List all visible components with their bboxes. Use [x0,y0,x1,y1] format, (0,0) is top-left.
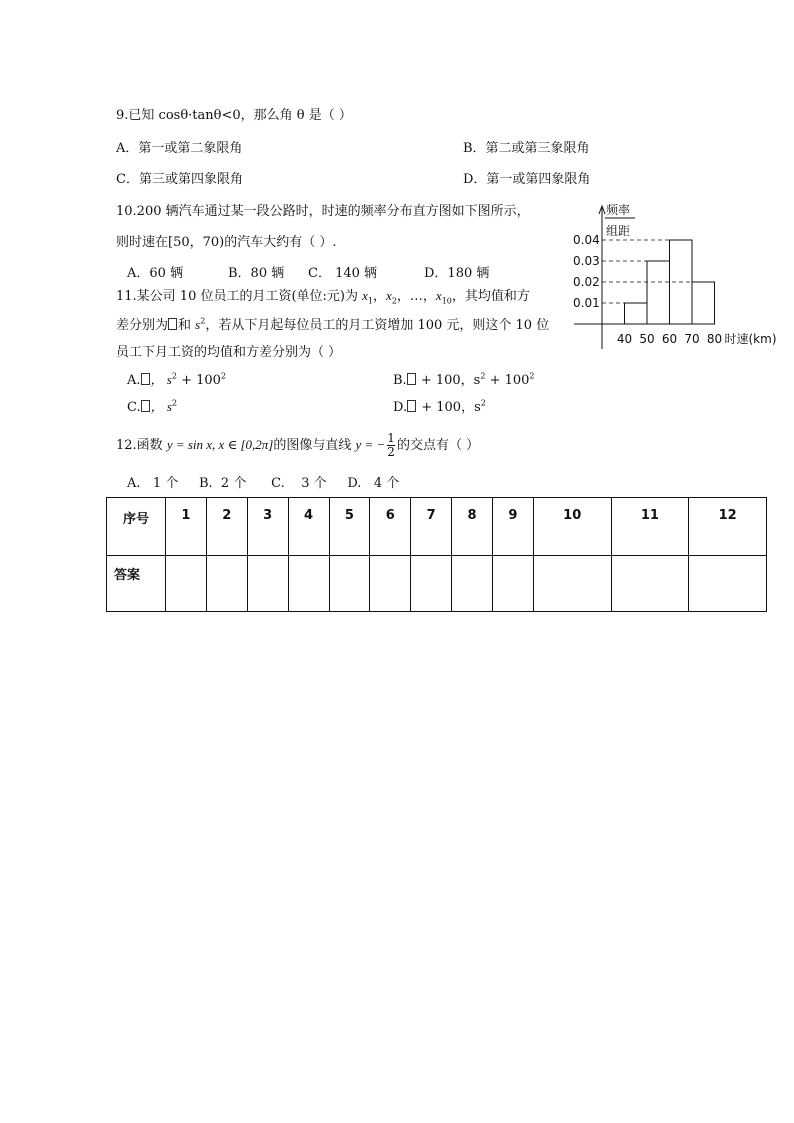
q11-d-label: D. [393,400,408,415]
answer-cell-7[interactable] [411,556,452,612]
table-row-numbers [107,498,767,556]
y-tick-label: 0.03 [573,254,600,268]
table-number-cell: 12 [689,498,767,556]
x-tick-label: 80 [706,332,723,346]
y-tick-label: 0.02 [573,275,600,289]
q11-option-b [393,369,535,388]
table-number-cell: 8 [452,498,493,556]
q11-d-sup: 2 [480,398,486,408]
table-row-answers [107,556,767,612]
q11-b-tail-sup: 2 [529,371,535,381]
answer-cell-5[interactable] [329,556,370,612]
answer-table [106,497,767,612]
q9-option-a: A．第一或第二象限角 [116,141,243,156]
q12-mid: 的图像与直线 [273,438,356,453]
table-number-cell: 10 [533,498,611,556]
table-header-answer: 答案 [107,556,166,612]
xbar-placeholder-box [141,373,150,385]
q10-line2: 则时速在[50，70)的汽车大约有（ ）. [116,235,337,250]
q11-b-mid: + 100，s [416,373,481,388]
answer-cell-12[interactable] [689,556,767,612]
q11-b-label: B. [393,373,407,388]
q10-option-d: D．180 辆 [424,266,490,281]
q12-options: A. 1 个 B. 2 个 C. 3 个 D. 4 个 [127,476,400,491]
q11-sub1: 1 [367,296,374,306]
q11-option-a [127,369,226,388]
xbar-placeholder-box [168,318,177,330]
q10-option-a: A．60 辆 [127,266,184,281]
table-number-cell: 4 [288,498,329,556]
q12-frac-den: 2 [387,445,395,459]
q11-line2-post: ，若从下月起每位员工的月工资增加 100 元，则这个 10 位 [205,318,550,333]
answer-cell-2[interactable] [206,556,247,612]
answer-cell-11[interactable] [611,556,689,612]
q11-s: s [195,317,201,332]
q11-a-rest: ， s [150,372,172,387]
x-tick-label: 50 [639,332,655,346]
answer-cell-1[interactable] [166,556,207,612]
q11-a-label: A. [127,373,141,388]
q11-line2-pre: 差分别为 [116,318,169,333]
y-tick-label: 0.04 [573,233,600,247]
q11-sep: ， [373,289,387,304]
answer-cell-8[interactable] [452,556,493,612]
y-axis-label-top: 频率 [606,203,631,217]
answer-cell-9[interactable] [493,556,534,612]
q11-x2: x [386,288,392,303]
q12-frac-num: 1 [387,431,395,445]
y-axis-label-bottom: 组距 [606,224,631,238]
q11-a-tail-sup: 2 [220,371,227,381]
answer-cell-6[interactable] [370,556,411,612]
q12-line: y = − [355,437,386,452]
q12-stem [116,432,479,459]
histogram-bar [692,282,715,324]
answer-cell-4[interactable] [288,556,329,612]
q11-c-sup: 2 [171,398,178,408]
q9-stem: 9.已知 cosθ·tanθ<0，那么角 θ 是（ ） [116,108,352,123]
xbar-placeholder-box [407,400,416,412]
q12-pre: 12.函数 [116,438,167,453]
q11-ellipsis: ，…， [396,289,436,304]
table-number-cell: 3 [247,498,288,556]
q12-fraction [387,432,395,459]
q10-option-b: B．80 辆 [228,266,285,281]
q12-post: 的交点有（ ） [396,438,480,453]
q11-option-d [393,396,486,415]
q11-c-label: C. [127,400,141,415]
q11-a-sup: 2 [171,371,177,381]
x-axis-label: 时速(km) [724,332,777,346]
q12-func: y = sin x, x ∈ [0,2π] [166,437,274,452]
x-tick-label: 60 [661,332,678,346]
y-tick-label: 0.01 [573,296,600,310]
xbar-placeholder-box [407,373,416,385]
q11-line1 [116,285,530,306]
q11-line3: 员工下月工资的均值和方差分别为（ ） [116,345,342,360]
table-header-number: 序号 [107,498,166,556]
answer-cell-3[interactable] [247,556,288,612]
answer-cell-10[interactable] [533,556,611,612]
q11-sub10: 10 [441,296,452,306]
histogram-bar [647,261,670,324]
q11-a-tail: + 100 [176,373,221,388]
table-number-cell: 1 [166,498,207,556]
q11-line2-and: 和 [178,318,196,333]
table-number-cell: 11 [611,498,689,556]
histogram-bar [625,303,648,324]
xbar-placeholder-box [141,400,150,412]
table-number-cell: 5 [329,498,370,556]
table-number-cell: 6 [370,498,411,556]
table-number-cell: 9 [493,498,534,556]
x-tick-label: 70 [684,332,700,346]
q11-b-sup: 2 [480,371,486,381]
q11-option-c [127,396,177,415]
q10-line1: 10.200 辆汽车通过某一段公路时，时速的频率分布直方图如下图所示， [116,204,530,219]
q11-sub2: 2 [391,296,397,306]
q10-option-c: C． 140 辆 [308,266,378,281]
q11-line1-pre: 11.某公司 10 位员工的月工资(单位:元)为 [116,289,363,304]
q11-line2 [116,314,549,333]
q9-option-d: D．第一或第四象限角 [463,172,591,187]
x-tick-label: 40 [616,332,633,346]
q11-b-tail: + 100 [485,373,530,388]
q9-option-c: C．第三或第四象限角 [116,172,243,187]
q11-x10: x [435,288,442,303]
q11-c-rest: ， s [150,399,172,414]
q11-line1-post: ，其均值和方 [451,289,530,304]
q11-s-sup: 2 [200,316,206,326]
table-number-cell: 2 [206,498,247,556]
q9-option-b: B．第二或第三象限角 [463,141,590,156]
q11-d-mid: + 100，s [417,400,481,415]
q11-x1: x [362,288,368,303]
frequency-histogram [560,195,794,355]
table-number-cell: 7 [411,498,452,556]
